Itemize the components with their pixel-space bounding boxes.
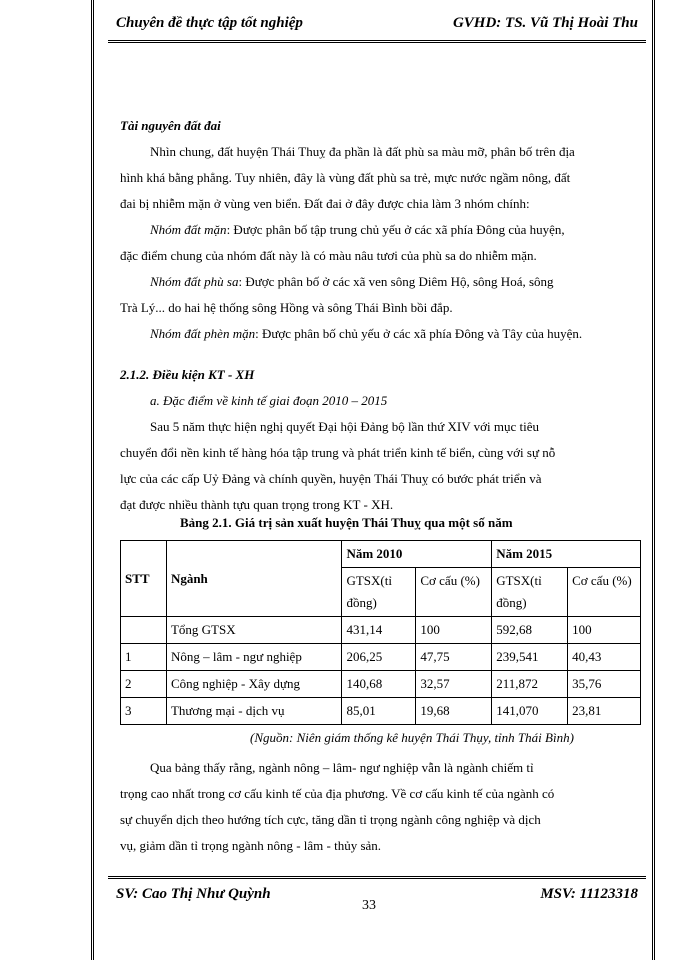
paragraph-line: sự chuyển dịch theo hướng tích cực, tăng dần tỉ trọng ngành công nghiệp và dịch: [120, 812, 541, 827]
cell-sector: Tổng GTSX: [166, 617, 342, 644]
paragraph-line: trọng cao nhất trong cơ cấu kinh tế của địa phương. Về cơ cấu kinh tế của ngành có: [120, 786, 555, 801]
table-row: [121, 617, 641, 644]
header-year-2015: Năm 2015: [492, 541, 641, 568]
paragraph-line: đặc điểm chung của nhóm đất này là có màu nâu tươi của phù sa do nhiễm mặn.: [120, 248, 537, 263]
cell-share-2010: 47,75: [416, 644, 492, 671]
table-row: [121, 671, 641, 698]
group-label: Nhóm đất mặn: [150, 222, 227, 237]
cell-stt: 1: [121, 644, 167, 671]
header-share-2015: Cơ cấu (%): [568, 568, 641, 617]
cell-gtsx-2015: 211,872: [492, 671, 568, 698]
group-text: : Được phân bố ở các xã ven sông Diêm Hộ, sông Hoá, sông: [238, 274, 554, 289]
header-stt: STT: [121, 541, 167, 617]
cell-share-2010: 100: [416, 617, 492, 644]
group-text: : Được phân bố tập trung chủ yếu ở các xã phía Đông của huyện,: [226, 222, 565, 237]
cell-share-2010: 32,57: [416, 671, 492, 698]
header-supervisor: GVHD: TS. Vũ Thị Hoài Thu: [452, 15, 638, 31]
cell-stt: 2: [121, 671, 167, 698]
paragraph-line: lực của các cấp Uỷ Đảng và chính quyền, huyện Thái Thuỵ có bước phát triển và: [120, 471, 542, 486]
header-share-2010: Cơ cấu (%): [416, 568, 492, 617]
land-group-alluvial: [150, 269, 554, 295]
cell-share-2015: 23,81: [568, 698, 641, 725]
cell-stt: [121, 617, 167, 644]
cell-stt: 3: [121, 698, 167, 725]
header-year-2010: Năm 2010: [342, 541, 492, 568]
paragraph-line: Nhìn chung, đất huyện Thái Thuỵ đa phần là đất phù sa màu mỡ, phân bố trên địa: [150, 144, 575, 159]
table-caption: Bảng 2.1. Giá trị sản xuất huyện Thái Thuỵ qua một số năm: [180, 515, 513, 530]
footer-divider: [108, 876, 646, 879]
table-row: [121, 644, 641, 671]
cell-gtsx-2015: 592,68: [492, 617, 568, 644]
cell-sector: Nông – lâm - ngư nghiệp: [166, 644, 342, 671]
header-title: Chuyên đề thực tập tốt nghiệp: [116, 15, 303, 31]
cell-sector: Thương mại - dịch vụ: [166, 698, 342, 725]
footer-student-id: MSV: 11123318: [540, 886, 638, 902]
table-source: (Nguồn: Niên giám thống kê huyện Thái Thụy, tỉnh Thái Bình): [250, 730, 574, 745]
cell-gtsx-2015: 239,541: [492, 644, 568, 671]
header-divider: [108, 40, 646, 43]
group-text: : Được phân bố chủ yếu ở các xã phía Đông và Tây của huyện.: [255, 326, 583, 341]
header-sector: Ngành: [166, 541, 342, 617]
cell-share-2015: 100: [568, 617, 641, 644]
cell-share-2015: 40,43: [568, 644, 641, 671]
paragraph-line: Trà Lý... do hai hệ thống sông Hồng và sông Thái Bình bồi đắp.: [120, 300, 453, 315]
group-label: Nhóm đất phù sa: [150, 274, 239, 289]
footer-student: SV: Cao Thị Như Quỳnh: [116, 886, 271, 902]
cell-gtsx-2010: 85,01: [342, 698, 416, 725]
subsection-heading: a. Đặc điểm về kinh tế giai đoạn 2010 – 2015: [150, 393, 388, 408]
paragraph-line: Sau 5 năm thực hiện nghị quyết Đại hội Đảng bộ lần thứ XIV với mục tiêu: [150, 419, 539, 434]
page-footer: [116, 886, 638, 903]
cell-gtsx-2015: 141,070: [492, 698, 568, 725]
production-value-table: [120, 540, 641, 725]
paragraph-line: chuyển đổi nền kinh tế hàng hóa tập trung và phát triển kinh tế biển, cùng với sự nỗ: [120, 445, 556, 460]
cell-gtsx-2010: 431,14: [342, 617, 416, 644]
header-gtsx-2015: GTSX(tỉ đồng): [492, 568, 568, 617]
cell-gtsx-2010: 206,25: [342, 644, 416, 671]
paragraph-line: hình khá bằng phẳng. Tuy nhiên, đây là vùng đất phù sa trẻ, mực nước ngầm nông, đất: [120, 170, 571, 185]
land-group-acid-saline: [150, 321, 582, 347]
cell-sector: Công nghiệp - Xây dựng: [166, 671, 342, 698]
paragraph-line: đai bị nhiễm mặn ở vùng ven biển. Đất đai ở đây được chia làm 3 nhóm chính:: [120, 196, 530, 211]
header-gtsx-2010: GTSX(tỉ đồng): [342, 568, 416, 617]
cell-share-2010: 19,68: [416, 698, 492, 725]
land-group-saline: [150, 217, 565, 243]
group-label: Nhóm đất phèn mặn: [150, 326, 256, 341]
cell-share-2015: 35,76: [568, 671, 641, 698]
cell-gtsx-2010: 140,68: [342, 671, 416, 698]
section-heading-socioeconomic: 2.1.2. Điều kiện KT - XH: [120, 367, 255, 382]
paragraph-line: Qua bảng thấy rằng, ngành nông – lâm- ngư nghiệp vẫn là ngành chiếm tỉ: [150, 760, 534, 775]
table-row: [121, 698, 641, 725]
table-header-row: [121, 541, 641, 568]
paragraph-line: đạt được nhiều thành tựu quan trọng trong KT - XH.: [120, 497, 394, 512]
paragraph-line: vụ, giảm dần tỉ trọng ngành nông - lâm - thủy sản.: [120, 838, 382, 853]
page-header: [116, 15, 638, 32]
section-heading-land: Tài nguyên đất đai: [120, 118, 221, 133]
page-number: 33: [362, 898, 376, 913]
